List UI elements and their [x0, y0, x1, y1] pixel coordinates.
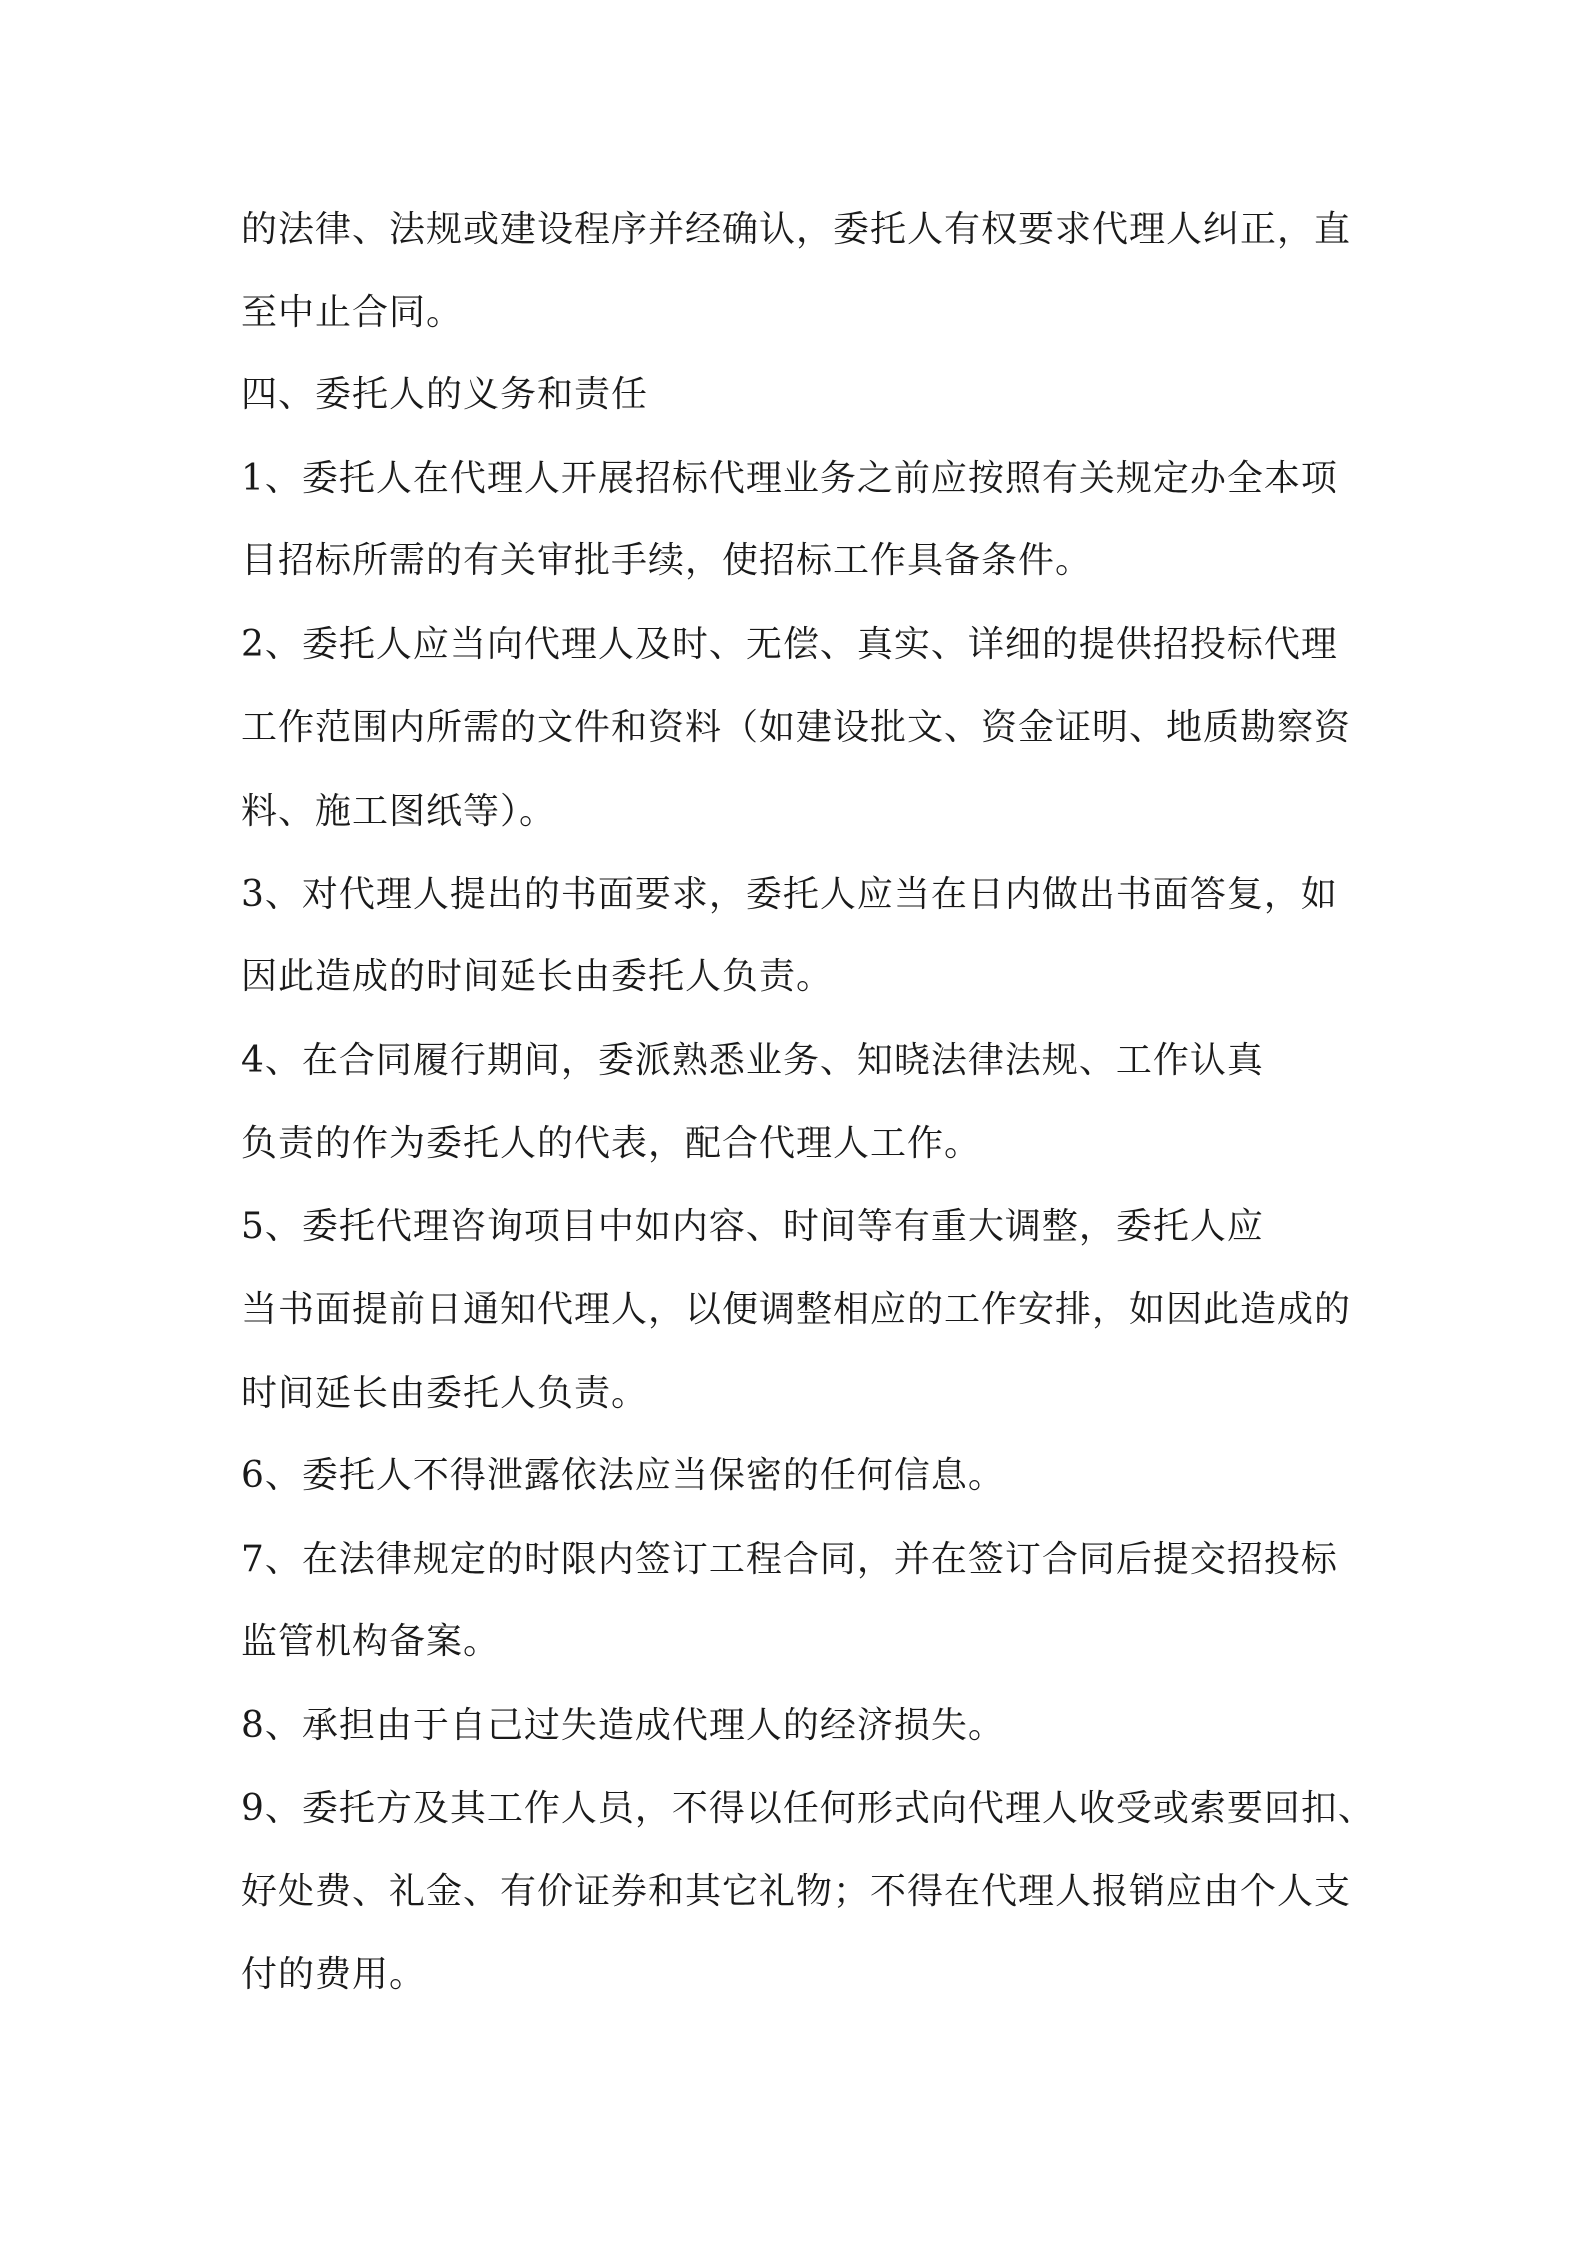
text-line: 工作范围内所需的文件和资料（如建设批文、资金证明、地质勘察资: [241, 707, 1352, 748]
text-line: 当书面提前日通知代理人，以便调整相应的工作安排，如因此造成的: [241, 1289, 1352, 1330]
text-line: 9、委托方及其工作人员，不得以任何形式向代理人收受或索要回扣、: [241, 1788, 1375, 1829]
text-line: 时间延长由委托人负责。: [241, 1373, 649, 1414]
text-line: 料、施工图纸等）。: [241, 791, 557, 832]
text-line: 2、委托人应当向代理人及时、无偿、真实、详细的提供招投标代理: [241, 624, 1338, 665]
text-line: 好处费、礼金、有价证券和其它礼物；不得在代理人报销应由个人支: [241, 1871, 1352, 1912]
text-line: 1、委托人在代理人开展招标代理业务之前应按照有关规定办全本项: [241, 458, 1338, 499]
text-line: 付的费用。: [241, 1954, 427, 1995]
text-line: 3、对代理人提出的书面要求，委托人应当在日内做出书面答复，如: [241, 874, 1338, 915]
text-line: 至中止合同。: [241, 292, 464, 333]
text-line: 7、在法律规定的时限内签订工程合同，并在签订合同后提交招投标: [241, 1539, 1338, 1580]
text-line: 8、承担由于自己过失造成代理人的经济损失。: [241, 1705, 1005, 1746]
text-line: 因此造成的时间延长由委托人负责。: [241, 956, 834, 997]
text-line: 的法律、法规或建设程序并经确认，委托人有权要求代理人纠正，直: [241, 209, 1352, 250]
text-line: 4、在合同履行期间，委派熟悉业务、知晓法律法规、工作认真: [241, 1040, 1264, 1081]
text-line: 负责的作为委托人的代表，配合代理人工作。: [241, 1123, 982, 1164]
text-line: 目招标所需的有关审批手续，使招标工作具备条件。: [241, 540, 1093, 581]
section-heading: 四、委托人的义务和责任: [241, 374, 649, 415]
text-line: 6、委托人不得泄露依法应当保密的任何信息。: [241, 1455, 1005, 1496]
text-line: 监管机构备案。: [241, 1621, 501, 1662]
text-line: 5、委托代理咨询项目中如内容、时间等有重大调整，委托人应: [241, 1206, 1264, 1247]
